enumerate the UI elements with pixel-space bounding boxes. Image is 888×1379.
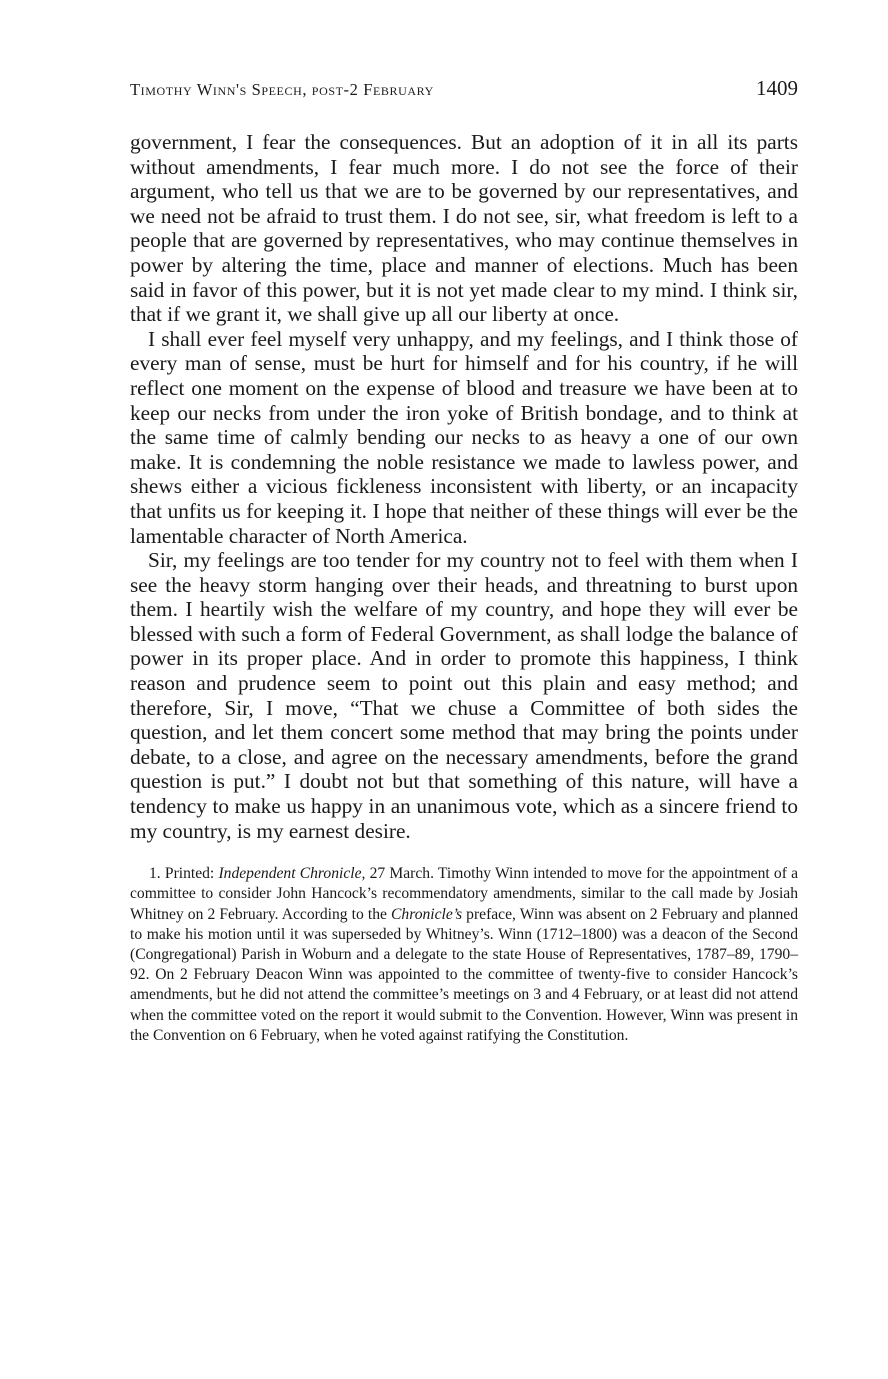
footnote-text-part2: preface, Winn was absent on 2 February and planned to make his motion until it was superseded by Whitney’s. Winn (1712–1800) was a deacon of the Second (Congregational) Parish in Woburn and a delegate to the state House of Representatives, 1787–89, 1790–92. On 2 February Deacon Winn was appointed to the committee of twenty-five to consider Hancock’s amendments, but he did not attend the committee’s meetings on 3 and 4 February, or at least did not attend when the committee voted on the report it would submit to the Convention. However, Winn was present in the Convention on 6 February, when he voted against ratifying the Constitution.	[130, 905, 798, 1044]
footnote-text-part1: 27 March. Timothy Winn intended to move for the appointment of a committee to consider John Hancock’s recommendatory amendments, similar to the call made by Josiah Whitney on 2 February. According to the	[130, 865, 798, 923]
footnote-source-title: Independent Chronicle,	[218, 865, 366, 883]
footnote-number: 1.	[149, 865, 161, 883]
running-head	[130, 76, 798, 110]
page-number: 1409	[756, 76, 798, 100]
footnote-chronicle-ref: Chronicle’s	[391, 905, 463, 923]
footnote-lead: Printed:	[164, 865, 215, 883]
paragraph: Sir, my feelings are too tender for my country not to feel with them when I see the heavy storm hanging over their heads, and threatning to burst upon them. I heartily wish the welfare of my country, and hope they will ever be blessed with such a form of Federal Government, as shall lodge the balance of power in its proper place. And in order to promote this happiness, I think reason and prudence seem to point out this plain and easy method; and therefore, Sir, I move, “That we chuse a Committee of both sides the question, and let them concert some method that may bring the points under debate, to a close, and agree on the necessary amendments, before the grand question is put.” I doubt not but that something of this nature, will have a tendency to make us happy in an unanimous vote, which as a sincere friend to my country, is my earnest desire.	[130, 548, 798, 843]
speech-text	[130, 130, 798, 843]
page	[130, 76, 798, 1062]
running-title: Timothy Winn's Speech, post-2 February	[130, 80, 434, 99]
paragraph: I shall ever feel myself very unhappy, and my feelings, and I think those of every man of sense, must be hurt for himself and for his country, if he will reflect one moment on the expense of blood and treasure we have been at to keep our necks from under the iron yoke of British bondage, and to think at the same time of calmly bending our necks to as heavy a one of our own make. It is condemning the noble resistance we made to lawless power, and shews either a vicious fickleness inconsistent with liberty, or an incapacity that unfits us for keeping it. I hope that neither of these things will ever be the lamentable character of North America.	[130, 326, 798, 548]
footnote	[130, 864, 798, 1046]
paragraph: government, I fear the consequences. But an adoption of it in all its parts without amendments, I fear much more. I do not see the force of their argument, who tell us that we are to be governed by our representatives, and we need not be afraid to trust them. I do not see, sir, what freedom is left to a people that are governed by representatives, who may continue themselves in power by altering the time, place and manner of elections. Much has been said in favor of this power, but it is not yet made clear to my mind. I think sir, that if we grant it, we shall give up all our liberty at once.	[130, 130, 798, 327]
